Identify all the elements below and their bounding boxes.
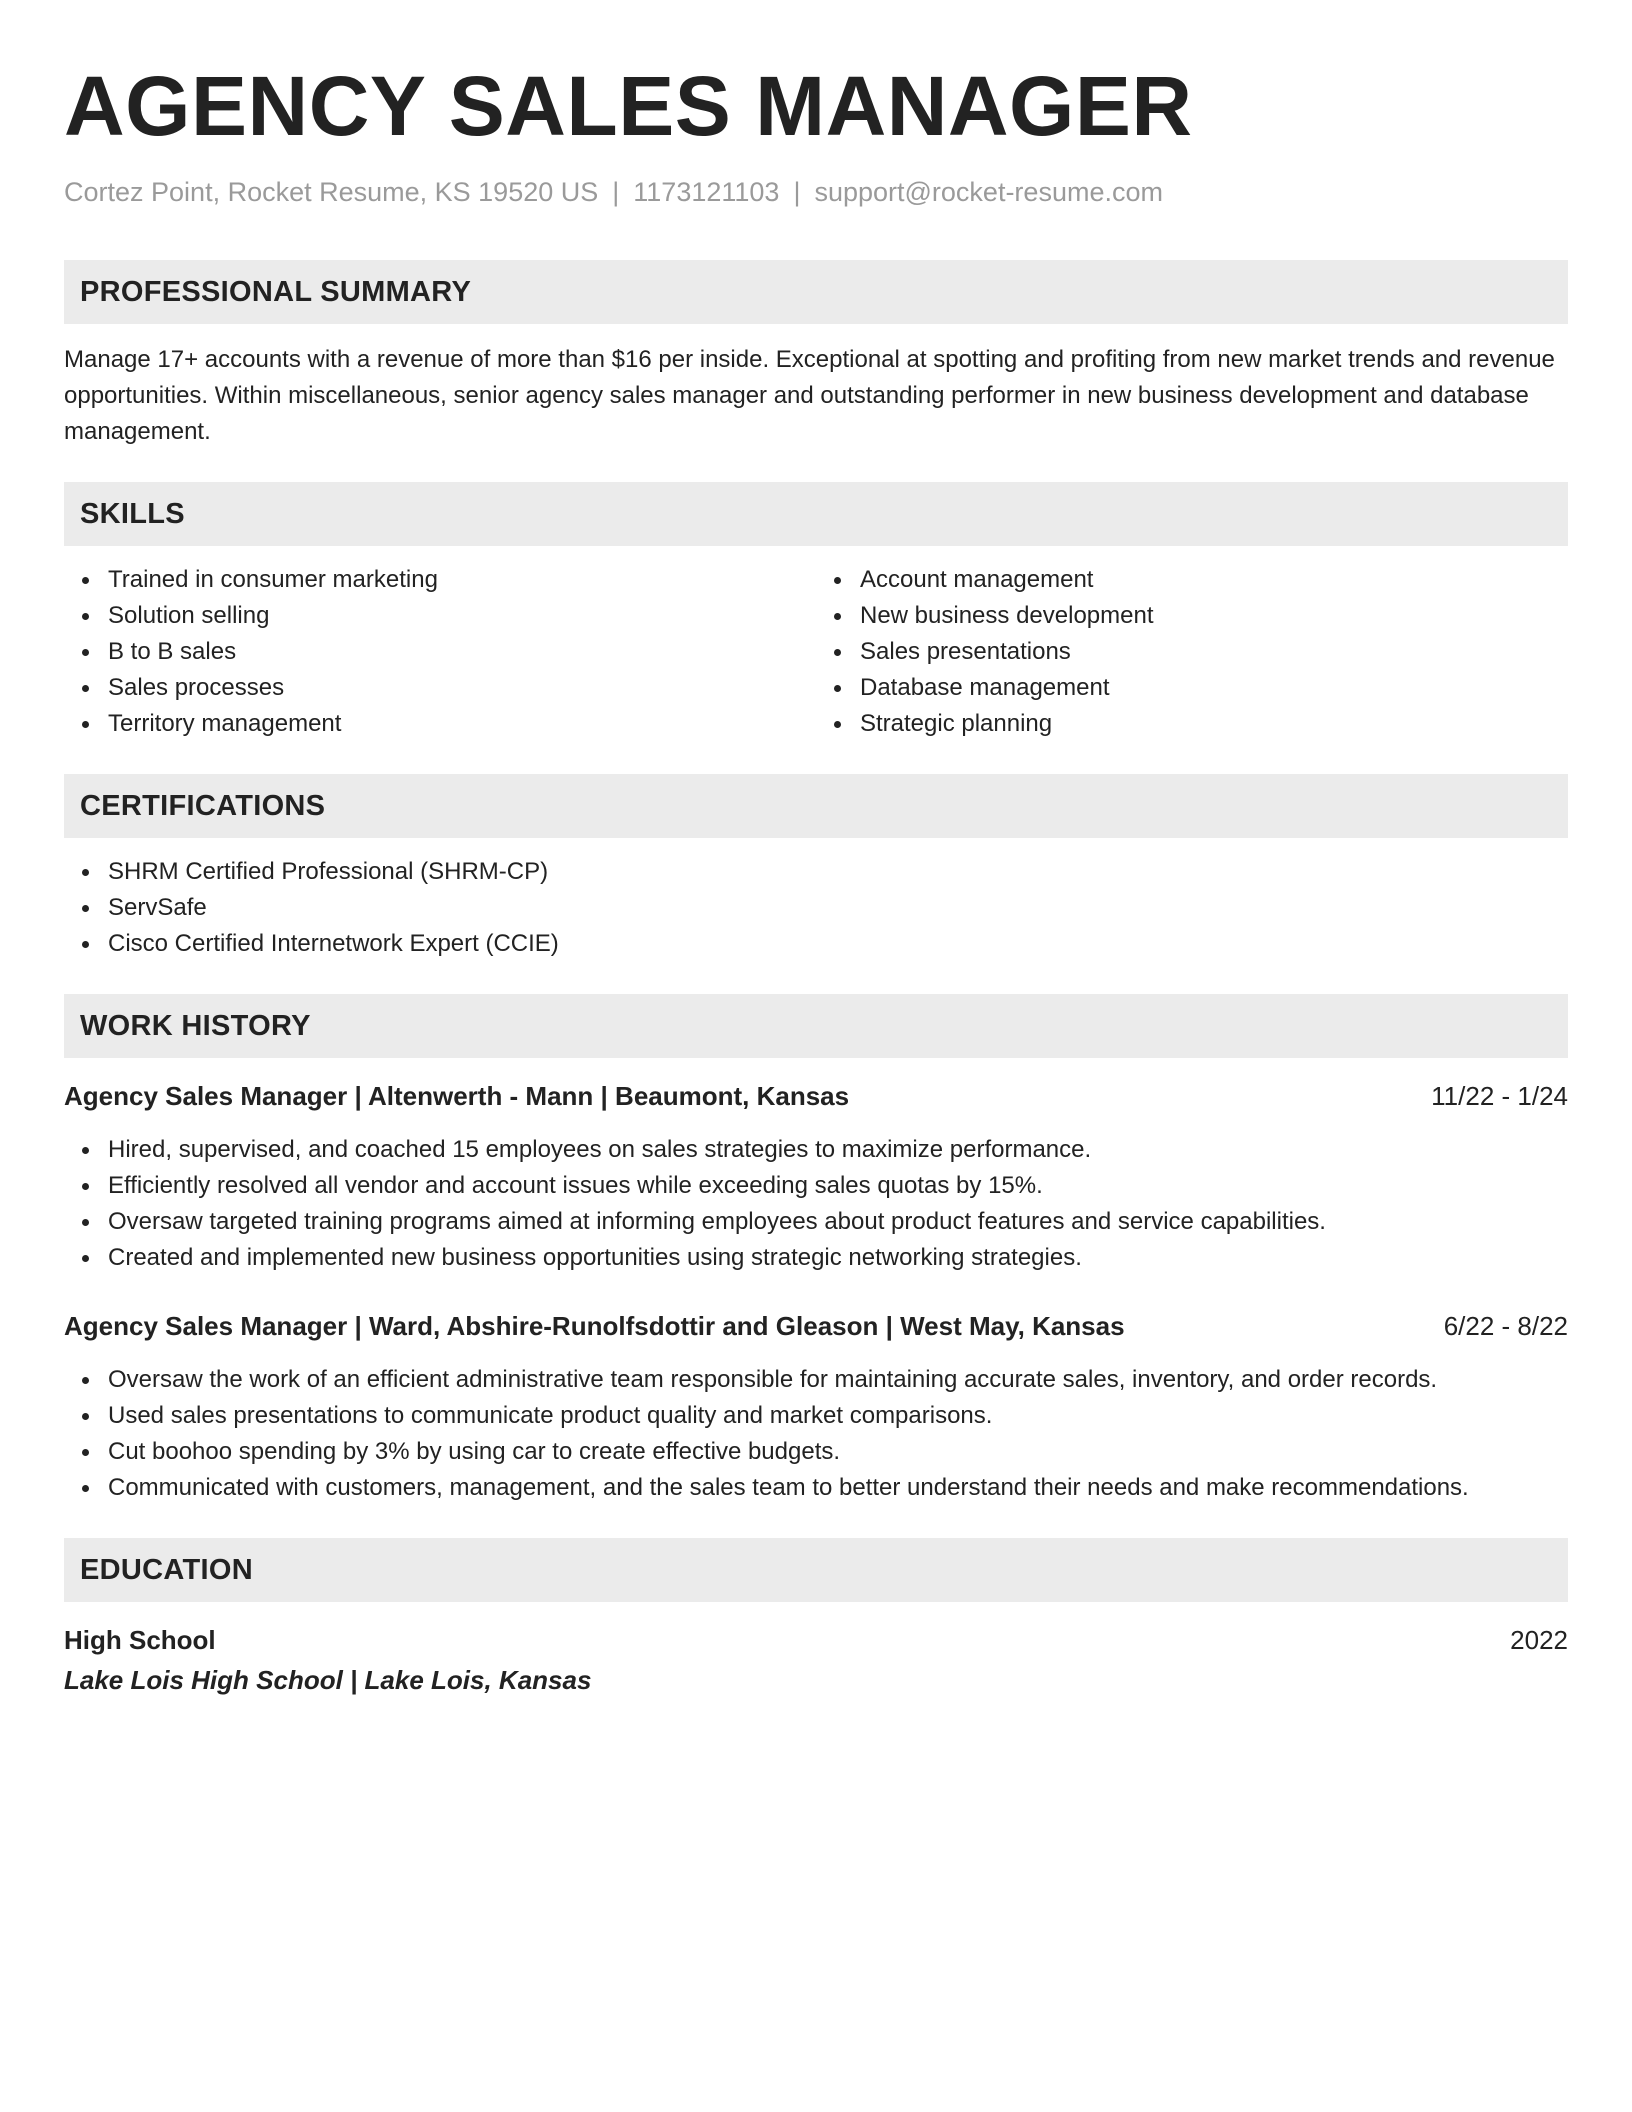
job-title: Agency Sales Manager | Ward, Abshire-Runolfsdottir and Gleason | West May, Kansas [64,1311,1125,1341]
candidate-title: AGENCY SALES MANAGER [64,59,1193,153]
section-header-skills: SKILLS [64,482,1568,546]
job-bullets [64,1362,1568,1506]
contact-line [64,174,1568,210]
certification-item: SHRM Certified Professional (SHRM-CP) [108,854,1568,890]
skills-list-left [64,562,816,742]
skills-list-right [816,562,1568,742]
job-entry [64,1078,1568,1276]
education-school: Lake Lois High School | Lake Lois, Kansas [64,1665,592,1695]
skill-item: B to B sales [108,634,816,670]
education-header [64,1622,1568,1658]
skills-column-left [64,562,816,742]
job-header [64,1308,1568,1344]
job-bullet: Hired, supervised, and coached 15 employees on sales strategies to maximize performance. [108,1132,1568,1168]
skill-item: Territory management [108,706,816,742]
section-header-work-history: WORK HISTORY [64,994,1568,1058]
skill-item: Sales presentations [860,634,1568,670]
certification-item: Cisco Certified Internetwork Expert (CCIE) [108,926,1568,962]
skills-column-right [816,562,1568,742]
education-entry [64,1622,1568,1698]
job-bullet: Oversaw the work of an efficient administrative team responsible for maintaining accurate sales, inventory, and order records. [108,1362,1568,1398]
section-header-summary: PROFESSIONAL SUMMARY [64,260,1568,324]
job-dates: 6/22 - 8/22 [1443,1311,1568,1341]
contact-separator: | [793,177,801,207]
job-bullet: Used sales presentations to communicate product quality and market comparisons. [108,1398,1568,1434]
skill-item: Strategic planning [860,706,1568,742]
job-bullet: Created and implemented new business opportunities using strategic networking strategies. [108,1240,1568,1276]
certifications-list [64,854,1568,962]
contact-separator: | [612,177,620,207]
education-degree: High School [64,1625,216,1655]
section-header-certifications: CERTIFICATIONS [64,774,1568,838]
section-header-education: EDUCATION [64,1538,1568,1602]
job-bullet: Oversaw targeted training programs aimed at informing employees about product features and service capabilities. [108,1204,1568,1240]
job-title: Agency Sales Manager | Altenwerth - Mann | Beaumont, Kansas [64,1081,850,1111]
skill-item: Account management [860,562,1568,598]
skill-item: Solution selling [108,598,816,634]
contact-phone: 1173121103 [633,177,780,207]
skills-grid [64,562,1568,742]
job-bullet: Communicated with customers, management, and the sales team to better understand their needs and make recommendations. [108,1470,1568,1506]
summary-text: Manage 17+ accounts with a revenue of more than $16 per inside. Exceptional at spotting and profiting from new market trends and revenue opportunities. Within miscellaneous, senior agency sales manager and outstanding performer in new business development and database management. [64,346,1555,445]
certification-item: ServSafe [108,890,1568,926]
job-entry [64,1308,1568,1506]
job-bullet: Efficiently resolved all vendor and account issues while exceeding sales quotas by 15%. [108,1168,1568,1204]
job-dates: 11/22 - 1/24 [1431,1081,1568,1111]
job-header [64,1078,1568,1114]
contact-email: support@rocket-resume.com [814,177,1163,207]
job-bullets [64,1132,1568,1276]
education-year: 2022 [1510,1625,1568,1655]
skill-item: Database management [860,670,1568,706]
skill-item: Trained in consumer marketing [108,562,816,598]
skill-item: Sales processes [108,670,816,706]
contact-address: Cortez Point, Rocket Resume, KS 19520 US [64,177,599,207]
skill-item: New business development [860,598,1568,634]
job-bullet: Cut boohoo spending by 3% by using car to create effective budgets. [108,1434,1568,1470]
